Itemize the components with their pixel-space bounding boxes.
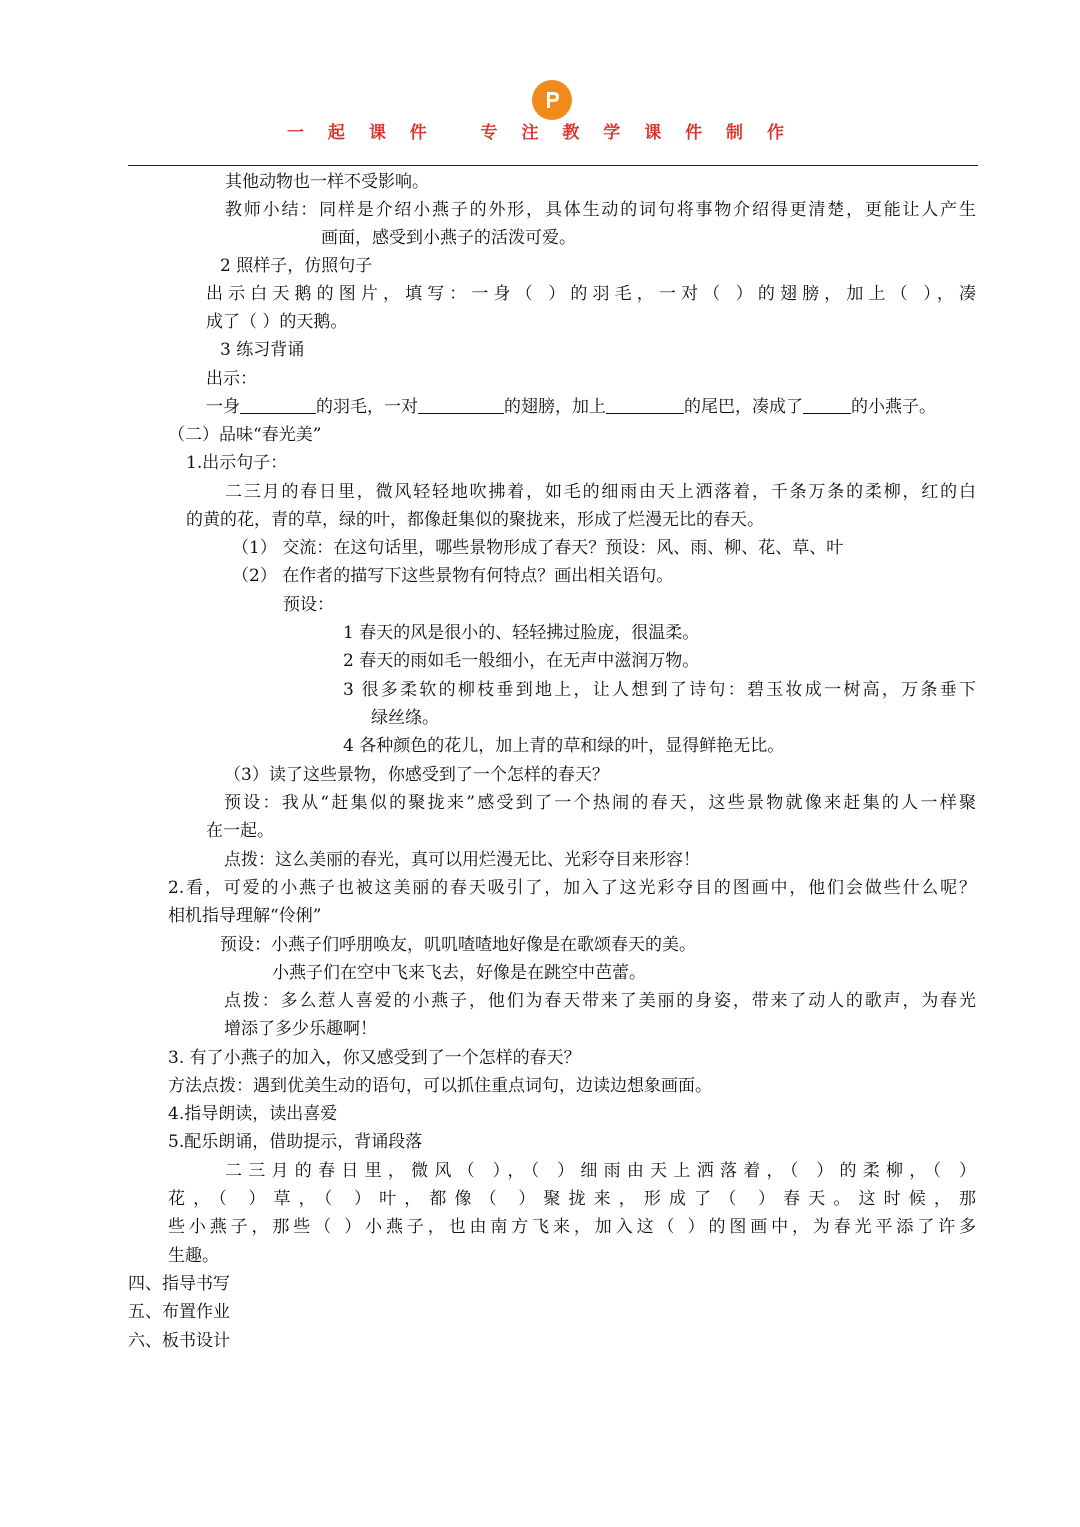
text-line: 其他动物也一样不受影响。 — [225, 172, 429, 192]
section-heading: 六、板书设计 — [128, 1331, 230, 1351]
blank-field[interactable] — [418, 393, 504, 414]
blank-field[interactable] — [606, 393, 684, 414]
text-line: （1） 交流：在这句话里，哪些景物形成了春天？预设：风、雨、柳、花、草、叶 — [232, 538, 844, 558]
list-item: 3 很多柔软的柳枝垂到地上，让人想到了诗句：碧玉妆成一树高，万条垂下 — [343, 680, 976, 700]
text-line: 成了（ ）的天鹅。 — [206, 312, 348, 332]
text-line: 点拨：这么美丽的春光，真可以用烂漫无比、光彩夺目来形容！ — [224, 850, 700, 870]
brand-slogan: 一 起 课 件 专 注 教 学 课 件 制 作 — [287, 123, 793, 143]
fill-text: 的小燕子。 — [851, 397, 936, 417]
text-line: 些小燕子，那些（ ）小燕子，也由南方飞来，加入这（ ）的图画中，为春光平添了许多 — [168, 1217, 976, 1237]
text-line: 小燕子们在空中飞来飞去，好像是在跳空中芭蕾。 — [272, 963, 646, 983]
text-line: 3 练习背诵 — [220, 340, 305, 360]
text-line: 生趣。 — [168, 1246, 219, 1266]
text-line: 2 照样子，仿照句子 — [220, 256, 373, 276]
section-heading: 五、布置作业 — [128, 1302, 230, 1322]
text-line: 教师小结：同样是介绍小燕子的外形，具体生动的词句将事物介绍得更清楚，更能让人产生 — [225, 200, 976, 220]
fill-in-line — [206, 393, 936, 421]
list-item: 2 春天的雨如毛一般细小，在无声中滋润万物。 — [343, 651, 700, 671]
list-item: 4 各种颜色的花儿，加上青的草和绿的叶，显得鲜艳无比。 — [343, 736, 785, 756]
text-line: 方法点拨：遇到优美生动的语句，可以抓住重点词句，边读边想象画面。 — [168, 1076, 712, 1096]
text-line: 预设：我从“赶集似的聚拢来”感受到了一个热闹的春天，这些景物就像来赶集的人一样聚 — [224, 793, 976, 813]
fill-text: 的翅膀，加上 — [504, 397, 606, 417]
fill-text: 的尾巴，凑成了 — [684, 397, 803, 417]
text-line: 4.指导朗读，读出喜爱 — [168, 1104, 338, 1124]
text-line: 出示白天鹅的图片，填写：一身（ ）的羽毛，一对（ ）的翅膀，加上（ ），凑 — [206, 284, 976, 304]
logo-icon — [532, 80, 572, 120]
text-line: 点拨：多么惹人喜爱的小燕子，他们为春天带来了美丽的身姿，带来了动人的歌声，为春光 — [224, 991, 976, 1011]
blank-field[interactable] — [240, 393, 316, 414]
section-heading: （二）品味“春光美” — [168, 425, 322, 445]
section-heading: 四、指导书写 — [128, 1274, 230, 1294]
fill-text: 一身 — [206, 397, 240, 417]
text-line: （3）读了这些景物，你感受到了一个怎样的春天？ — [224, 765, 609, 785]
text-line: 花，（ ）草，（ ）叶，都像（ ）聚拢来，形成了（ ）春天。这时候，那 — [168, 1189, 976, 1209]
text-line: 二三月的春日里，微风（ ），（ ）细雨由天上洒落着，（ ）的柔柳，（ ） — [225, 1161, 976, 1181]
text-line: 相机指导理解“伶俐” — [168, 906, 322, 926]
text-line: 预设：小燕子们呼朋唤友，叽叽喳喳地好像是在歌颂春天的美。 — [220, 935, 696, 955]
text-line: 5.配乐朗诵，借助提示，背诵段落 — [168, 1132, 423, 1152]
logo-p-icon — [540, 88, 564, 112]
text-line: 预设： — [283, 595, 334, 615]
fill-text: 的羽毛，一对 — [316, 397, 418, 417]
text-line: 的黄的花，青的草，绿的叶，都像赶集似的聚拢来，形成了烂漫无比的春天。 — [186, 510, 764, 530]
text-line: 画面，感受到小燕子的活泼可爱。 — [321, 228, 576, 248]
text-line: 二三月的春日里，微风轻轻地吹拂着，如毛的细雨由天上洒落着，千条万条的柔柳，红的白 — [225, 482, 976, 502]
text-line: 1.出示句子： — [186, 453, 288, 473]
text-line: 出示： — [206, 369, 257, 389]
list-item: 1 春天的风是很小的、轻轻拂过脸庞，很温柔。 — [343, 623, 700, 643]
header-rule — [128, 165, 978, 166]
text-line: 在一起。 — [206, 821, 274, 841]
text-line: 3. 有了小燕子的加入，你又感受到了一个怎样的春天？ — [168, 1048, 581, 1068]
list-item: 绿丝绦。 — [371, 708, 439, 728]
text-line: （2） 在作者的描写下这些景物有何特点？画出相关语句。 — [232, 566, 674, 586]
blank-field[interactable] — [803, 393, 851, 414]
text-line: 增添了多少乐趣啊！ — [224, 1019, 377, 1039]
text-line: 2.看，可爱的小燕子也被这美丽的春天吸引了，加入了这光彩夺目的图画中，他们会做些什么呢？ — [168, 878, 976, 898]
